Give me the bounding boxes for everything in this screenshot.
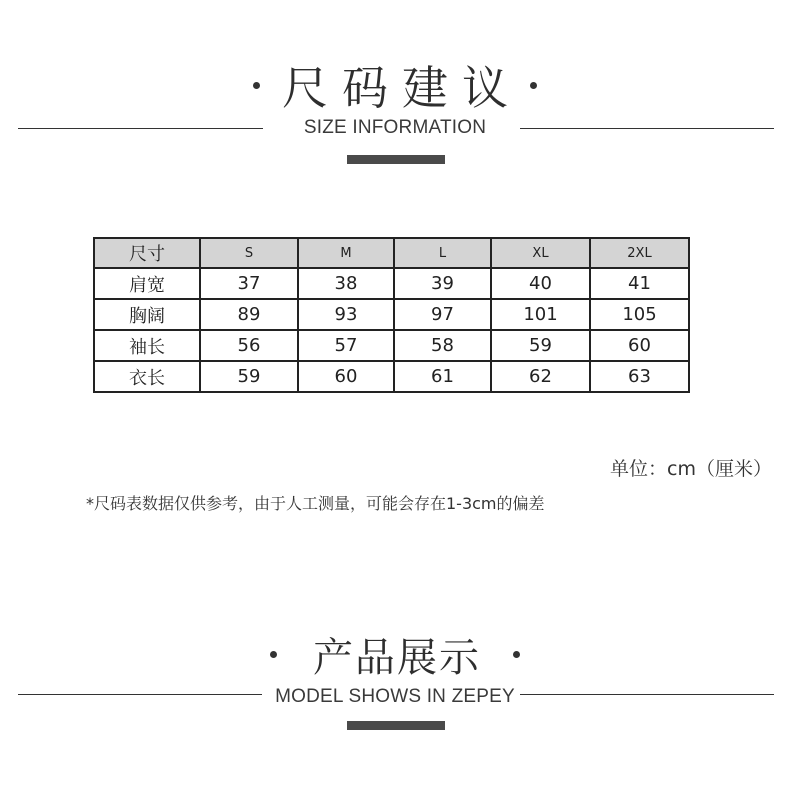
bullet-dot-left [270, 651, 277, 658]
unit-label: 单位：cm（厘米） [610, 458, 772, 480]
header-cell: 尺寸 [94, 238, 200, 268]
table-cell: 57 [298, 330, 394, 361]
divider-right [520, 694, 774, 695]
section-title-product [0, 626, 790, 683]
size-title-text: 尺码建议 [282, 61, 522, 115]
row-label: 衣长 [94, 361, 200, 392]
table-cell: 41 [590, 268, 689, 299]
size-table [93, 237, 690, 393]
table-header-row [94, 238, 689, 268]
table-cell: 63 [590, 361, 689, 392]
table-cell: 97 [394, 299, 491, 330]
table-cell: 40 [491, 268, 590, 299]
header-cell: XL [491, 238, 590, 268]
header-cell: S [200, 238, 298, 268]
table-cell: 89 [200, 299, 298, 330]
table-cell: 93 [298, 299, 394, 330]
table-row [94, 361, 689, 392]
table-cell: 60 [590, 330, 689, 361]
row-label: 袖长 [94, 330, 200, 361]
table-cell: 59 [200, 361, 298, 392]
product-subtitle: MODEL SHOWS IN ZEPEY [275, 686, 515, 707]
table-cell: 101 [491, 299, 590, 330]
table-cell: 39 [394, 268, 491, 299]
bullet-dot-right [530, 82, 537, 89]
table-row [94, 299, 689, 330]
table-cell: 59 [491, 330, 590, 361]
table-row [94, 330, 689, 361]
bullet-dot-left [253, 82, 260, 89]
divider-right [520, 128, 774, 129]
header-cell: 2XL [590, 238, 689, 268]
table-cell: 105 [590, 299, 689, 330]
table-cell: 58 [394, 330, 491, 361]
product-title-text: 产品展示 [313, 635, 481, 681]
table-cell: 61 [394, 361, 491, 392]
table-cell: 38 [298, 268, 394, 299]
header-cell: L [394, 238, 491, 268]
table-row [94, 268, 689, 299]
accent-bar [347, 721, 445, 730]
row-label: 胸阔 [94, 299, 200, 330]
disclaimer-note: *尺码表数据仅供参考，由于人工测量，可能会存在1-3cm的偏差 [86, 494, 545, 513]
accent-bar [347, 155, 445, 164]
table-cell: 62 [491, 361, 590, 392]
table-cell: 37 [200, 268, 298, 299]
size-subtitle: SIZE INFORMATION [303, 117, 487, 138]
row-label: 肩宽 [94, 268, 200, 299]
bullet-dot-right [513, 651, 520, 658]
header-cell: M [298, 238, 394, 268]
table-cell: 56 [200, 330, 298, 361]
section-title-size [0, 52, 790, 118]
table-cell: 60 [298, 361, 394, 392]
